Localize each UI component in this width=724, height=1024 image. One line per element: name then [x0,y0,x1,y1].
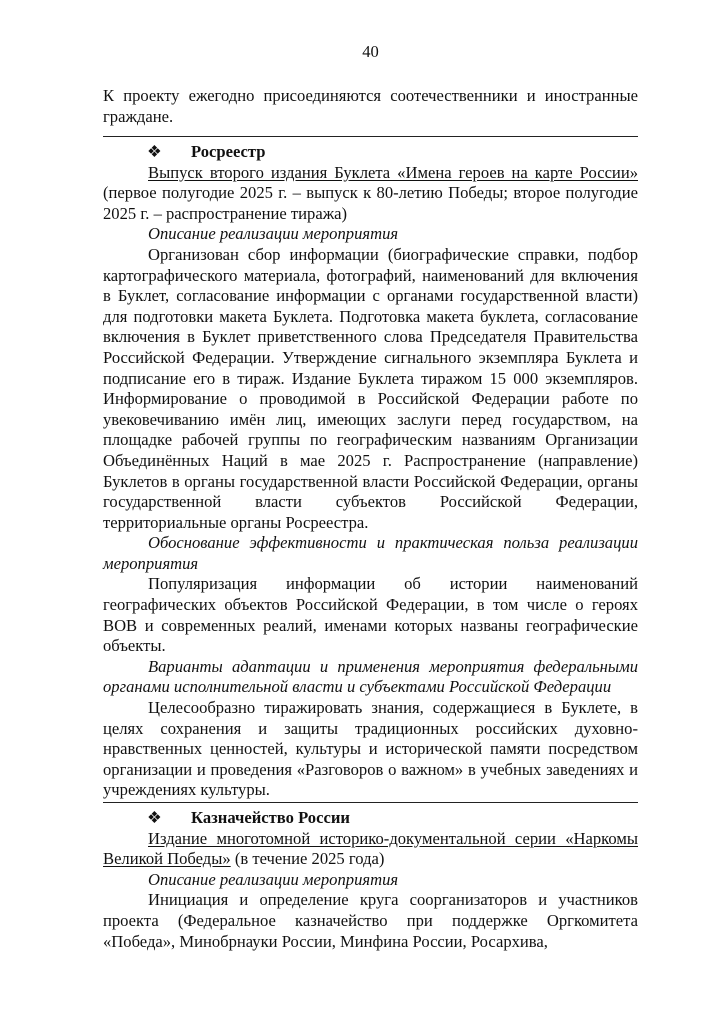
description-text: Организован сбор информации (биографические справки, подбор картографического материала, фотографий, наименований для включения в Буклет, согласование информации с органами государственной власти) для подготовки макета Буклета. Подготовка макета буклета, согласование включения в Буклет приветственного слова Председателя Правительства Российской Федерации. Утверждение сигнального экземпляра Буклета и подписание его в тираж. Издание Буклета тиражом 15 000 экземпляров. Информирование о проводимой в Российской Федерации работе по увековечиванию имён лиц, имеющих заслуги перед государством, на площадке рабочей группы по географическим названиям Организации Объединённых Наций в мае 2025 г. Распространение (направление) Буклетов в органы государственной власти Российской Федерации, органы государственной власти субъектов Российской Федерации, территориальные органы Росреестра. [103,244,638,532]
description-text: Инициация и определение круга соорганизаторов и участников проекта (Федеральное казначейство при поддержке Оргкомитета «Победа», Минобрнауки России, Минфина России, Росархива, [103,890,638,951]
event-title: Выпуск второго издания Буклета «Имена героев на карте России» [148,162,638,182]
section-treasury [103,808,638,952]
benefit-heading: Обоснование эффективности и практическая польза реализации мероприятия [103,533,638,573]
page-number: 40 [362,42,379,61]
event-title: Издание многотомной историко-документальной серии «Наркомы Великой Победы» [103,828,638,869]
intro-paragraph: К проекту ежегодно присоединяются соотечественники и иностранные граждане. [103,86,638,126]
benefit-text: Популяризация информации об истории наименований географических объектов Российской Федерации, в том числе о героях ВОВ и современных реалий, именами которых названы географические объекты. [103,574,638,656]
section-heading [103,808,638,829]
event-period: (в течение 2025 года) [230,849,385,869]
diamond-cluster-icon: ❖ [147,808,162,827]
event-period: (первое полугодие 2025 г. – выпуск к 80-летию Победы; второе полугодие 2025 г. – распространение тиража) [103,183,638,223]
description-heading: Описание реализации мероприятия [148,224,399,244]
section-divider [103,802,638,803]
event-title-paragraph [103,829,638,870]
description-heading: Описание реализации мероприятия [148,869,399,889]
adaptation-text: Целесообразно тиражировать знания, содержащиеся в Буклете, в целях сохранения и защиты традиционных российских духовно-нравственных ценностей, культуры и исторической памяти посредством организации и проведения «Разговоров о важном» в учебных заведениях и учреждениях культуры. [103,698,638,800]
diamond-cluster-icon: ❖ [147,142,162,161]
adaptation-heading: Варианты адаптации и применения мероприятия федеральными органами исполнительной власти и субъектами Российской Федерации [103,656,638,697]
intro-block [103,86,638,127]
section-divider [103,136,638,137]
org-name: Росреестр [191,142,266,161]
org-name: Казначейство России [191,808,350,827]
section-heading [103,142,638,163]
event-title-paragraph [103,163,638,225]
section-rosreestr [103,142,638,801]
